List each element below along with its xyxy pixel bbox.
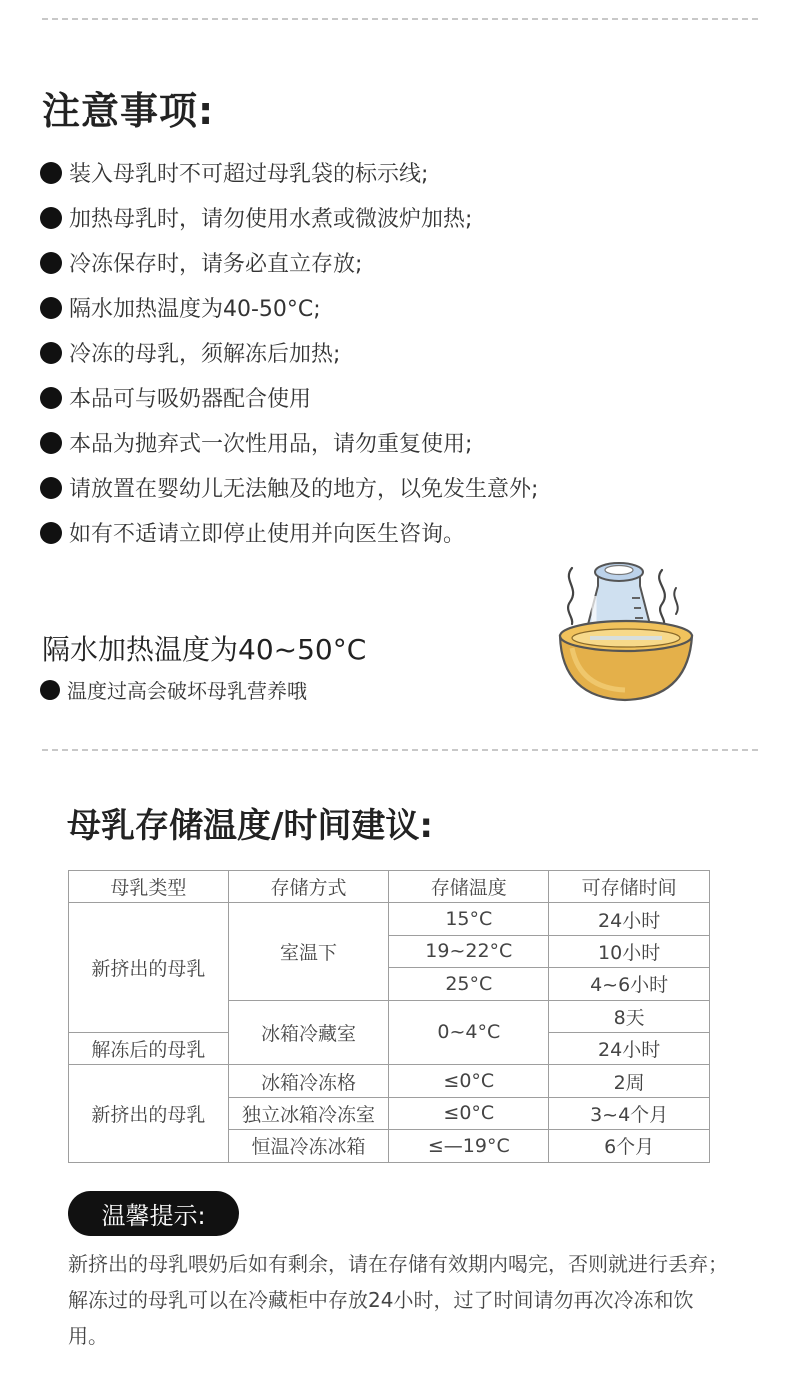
storage-title: 母乳存储温度/时间建议: (67, 806, 434, 846)
cell-time: 8天 (549, 1000, 710, 1032)
cell-type: 新挤出的母乳 (69, 903, 229, 1033)
list-item (40, 195, 538, 240)
precautions-title: 注意事项: (42, 89, 215, 133)
cell-type: 新挤出的母乳 (69, 1065, 229, 1162)
list-item (40, 420, 538, 465)
cell-time: 4~6小时 (549, 968, 710, 1000)
bullet-icon (40, 477, 62, 499)
list-item (40, 285, 538, 330)
header-storage-time: 可存储时间 (549, 871, 710, 903)
tip-badge: 温馨提示: (68, 1191, 239, 1236)
cell-type: 解冻后的母乳 (69, 1032, 229, 1064)
precautions-list (40, 150, 538, 555)
cell-temp: ≤0°C (389, 1097, 549, 1129)
cell-time: 24小时 (549, 1032, 710, 1064)
table-header-row (69, 871, 710, 903)
tip-text: 新挤出的母乳喂奶后如有剩余，请在存储有效期内喝完，否则就进行丢弃；解冻过的母乳可以在冷藏柜中存放24小时，过了时间请勿再次冷冻和饮用。 (68, 1252, 728, 1348)
cell-time: 6个月 (549, 1130, 710, 1162)
bullet-icon (40, 387, 62, 409)
cell-temp: ≤0°C (389, 1065, 549, 1097)
header-milk-type: 母乳类型 (69, 871, 229, 903)
bullet-icon (40, 297, 62, 319)
cell-time: 10小时 (549, 935, 710, 967)
bullet-icon (40, 432, 62, 454)
list-item-text: 冷冻保存时，请务必直立存放; (69, 252, 363, 277)
list-item-text: 隔水加热温度为40-50°C; (69, 297, 321, 322)
cell-method: 独立冰箱冷冻室 (228, 1097, 389, 1129)
list-item-text: 请放置在婴幼儿无法触及的地方，以免发生意外; (69, 477, 539, 502)
cell-time: 3~4个月 (549, 1097, 710, 1129)
list-item-text: 本品为抛弃式一次性用品，请勿重复使用; (69, 432, 473, 457)
heating-note-text: 温度过高会破坏母乳营养哦 (67, 679, 307, 703)
cell-temp: 15°C (389, 903, 549, 935)
storage-table (68, 870, 710, 1163)
heating-title: 隔水加热温度为40~50°C (42, 633, 367, 666)
list-item (40, 465, 538, 510)
list-item (40, 375, 538, 420)
cell-time: 24小时 (549, 903, 710, 935)
table-row (69, 1065, 710, 1097)
list-item-text: 冷冻的母乳，须解冻后加热; (69, 342, 341, 367)
header-storage-method: 存储方式 (228, 871, 389, 903)
bullet-icon (40, 680, 60, 700)
list-item (40, 150, 538, 195)
cell-temp: 25°C (389, 968, 549, 1000)
list-item-text: 本品可与吸奶器配合使用 (69, 387, 312, 412)
header-storage-temp: 存储温度 (389, 871, 549, 903)
cell-temp: ≤—19°C (389, 1130, 549, 1162)
list-item (40, 330, 538, 375)
heating-note (40, 675, 307, 704)
cell-method: 恒温冷冻冰箱 (228, 1130, 389, 1162)
bullet-icon (40, 162, 62, 184)
list-item (40, 240, 538, 285)
bullet-icon (40, 252, 62, 274)
top-divider (42, 18, 758, 20)
bullet-icon (40, 342, 62, 364)
cell-temp: 19~22°C (389, 935, 549, 967)
list-item-text: 如有不适请立即停止使用并向医生咨询。 (69, 522, 466, 547)
cell-temp: 0~4°C (389, 1000, 549, 1065)
bullet-icon (40, 522, 62, 544)
cell-method: 冰箱冷藏室 (228, 1000, 389, 1065)
list-item-text: 装入母乳时不可超过母乳袋的标示线; (69, 162, 429, 187)
bottle-in-warm-water-bowl-icon (550, 548, 700, 708)
cell-method: 室温下 (228, 903, 389, 1000)
middle-divider (42, 749, 758, 751)
table-row (69, 903, 710, 935)
list-item-text: 加热母乳时，请勿使用水煮或微波炉加热; (69, 207, 473, 232)
cell-method: 冰箱冷冻格 (228, 1065, 389, 1097)
list-item (40, 510, 538, 555)
bullet-icon (40, 207, 62, 229)
cell-time: 2周 (549, 1065, 710, 1097)
